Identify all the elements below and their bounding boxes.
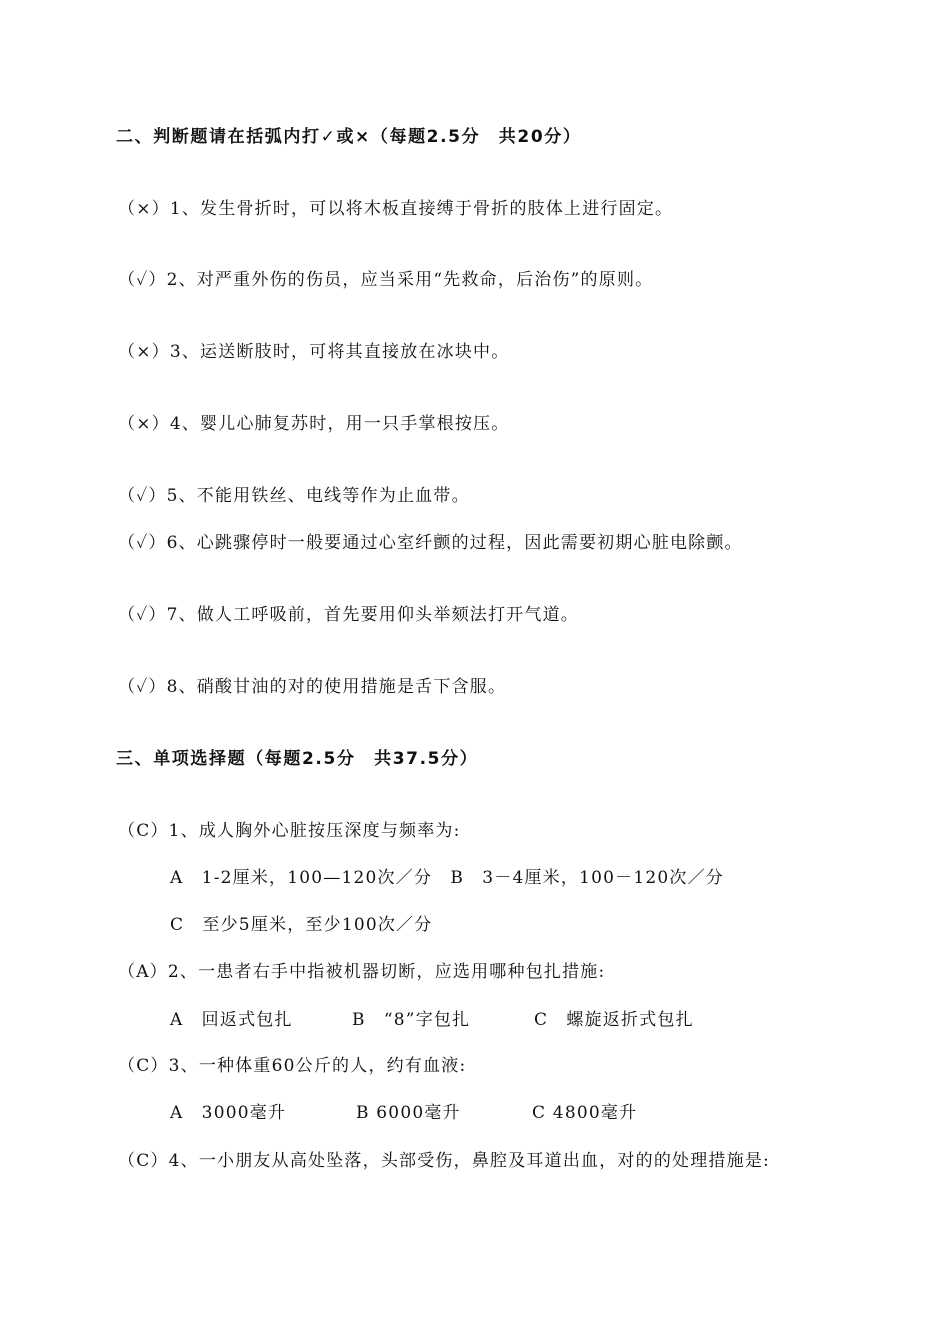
choice-question-1-options-row-2: C 至少5厘米，至少100次／分: [170, 915, 433, 935]
judgement-item-6: （✓）6、心跳骤停时一般要通过心室纤颤的过程，因此需要初期心脏电除颤。: [118, 533, 743, 553]
section-3-heading: 三、单项选择题（每题2.5分 共37.5分）: [116, 749, 479, 769]
section-2-heading: 二、判断题请在括弧内打✓或×（每题2.5分 共20分）: [116, 127, 582, 147]
judgement-item-4: （×）4、婴儿心肺复苏时，用一只手掌根按压。: [118, 414, 510, 434]
judgement-item-2: （✓）2、对严重外伤的伤员，应当采用“先救命，后治伤”的原则。: [118, 270, 654, 290]
choice-option: B “8”字包扎: [352, 1010, 471, 1030]
choice-question-3: （C）3、一种体重60公斤的人，约有血液:: [118, 1056, 467, 1076]
judgement-item-7: （✓）7、做人工呼吸前，首先要用仰头举颏法打开气道。: [118, 605, 579, 625]
choice-question-1-options-row-1: A 1-2厘米，100—120次／分 B 3－4厘米，100－120次／分: [170, 868, 724, 888]
choice-question-4: （C）4、一小朋友从高处坠落，头部受伤，鼻腔及耳道出血，对的的处理措施是:: [118, 1151, 770, 1171]
judgement-item-1: （×）1、发生骨折时，可以将木板直接缚于骨折的肢体上进行固定。: [118, 199, 674, 219]
choice-option: C 4800毫升: [532, 1103, 638, 1123]
choice-option: B 6000毫升: [356, 1103, 461, 1123]
judgement-item-8: （✓）8、硝酸甘油的对的使用措施是舌下含服。: [118, 677, 507, 697]
choice-question-1: （C）1、成人胸外心脏按压深度与频率为:: [118, 821, 461, 841]
judgement-item-5: （✓）5、不能用铁丝、电线等作为止血带。: [118, 486, 470, 506]
judgement-item-3: （×）3、运送断肢时，可将其直接放在冰块中。: [118, 342, 510, 362]
choice-option: C 螺旋返折式包扎: [534, 1010, 694, 1030]
choice-question-2-options: [170, 1009, 694, 1031]
choice-question-3-options: [170, 1102, 637, 1124]
choice-question-2: （A）2、一患者右手中指被机器切断，应选用哪种包扎措施:: [118, 962, 606, 982]
choice-option: A 回返式包扎: [170, 1010, 293, 1030]
choice-option: A 3000毫升: [170, 1103, 287, 1123]
